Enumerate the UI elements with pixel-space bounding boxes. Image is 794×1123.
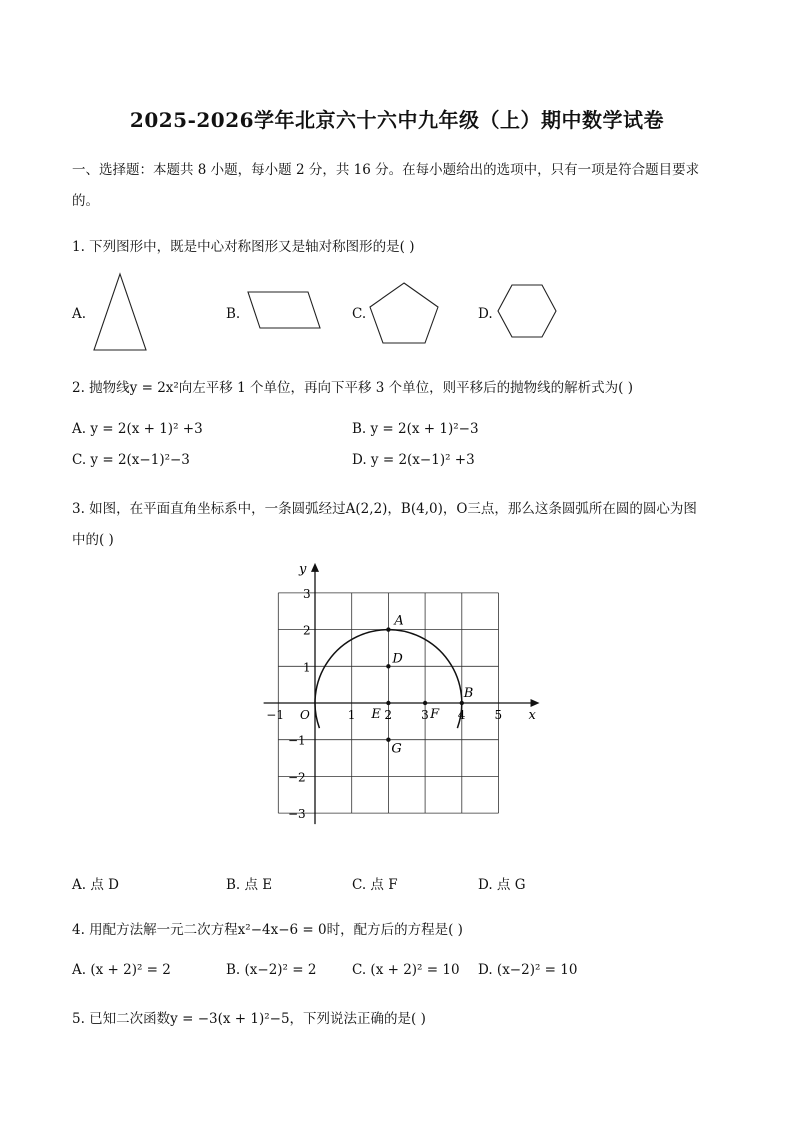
parallelogram-shape [244, 290, 324, 332]
y-axis-label: y [299, 561, 307, 577]
section-heading-line1: 一、选择题：本题共 8 小题，每小题 2 分，共 16 分。在每小题给出的选项中，只有一项是符合题目要求 [72, 162, 700, 178]
point-f-dot [423, 701, 427, 705]
q1-stem: 1. 下列图形中，既是中心对称图形又是轴对称图形的是( ) [72, 239, 415, 255]
y-tick-label: −1 [288, 733, 306, 748]
q2-option-c: C. y = 2(x−1)²−3 [72, 452, 190, 468]
q3-stem-line2: 中的( ) [72, 532, 114, 548]
y-tick-label: −2 [288, 770, 306, 785]
y-tick-label: 3 [303, 586, 311, 601]
x-axis-arrow [531, 699, 540, 707]
q4-option-d: D. (x−2)² = 10 [478, 962, 578, 978]
x-tick-label: −1 [266, 708, 285, 722]
q3-option-b: B. 点 E [226, 877, 273, 893]
point-e-label: E [371, 707, 381, 722]
q2-option-b: B. y = 2(x + 1)²−3 [352, 421, 479, 437]
x-tick-label: 1 [347, 708, 356, 722]
q2-stem: 2. 抛物线y = 2x²向左平移 1 个单位，再向下平移 3 个单位，则平移后的抛物线的解析式为( ) [72, 380, 633, 396]
pentagon-shape [366, 280, 442, 346]
page-title: 2025-2026学年北京六十六中九年级（上）期中数学试卷 [129, 108, 665, 132]
triangle-shape [90, 272, 150, 354]
point-f-label: F [430, 707, 440, 722]
y-tick-label: 1 [303, 660, 311, 675]
point-g-label: G [391, 741, 402, 757]
x-axis-label: x [528, 708, 536, 723]
q1-option-a: A. [72, 306, 87, 322]
point-a-label: A [394, 613, 404, 629]
q3-stem-line1: 3. 如图，在平面直角坐标系中，一条圆弧经过A(2,2)，B(4,0)，O三点，那么这条圆弧所在圆的圆心为图 [72, 501, 697, 517]
coordinate-figure [255, 560, 545, 830]
y-tick-label: −3 [288, 807, 306, 822]
x-tick-label: 3 [421, 708, 429, 722]
y-tick-label: 2 [303, 623, 311, 638]
x-tick-label: 4 [457, 708, 466, 722]
hexagon-shape [496, 283, 560, 341]
q1-option-c: C. [352, 306, 367, 322]
tick-labels [266, 587, 502, 821]
q1-option-b: B. [226, 306, 241, 322]
origin-label: O [300, 708, 310, 722]
q4-stem: 4. 用配方法解一元二次方程x²−4x−6 = 0时，配方后的方程是( ) [72, 922, 463, 938]
q5-stem: 5. 已知二次函数y = −3(x + 1)²−5，下列说法正确的是( ) [72, 1011, 426, 1027]
q3-option-a: A. 点 D [72, 877, 119, 893]
x-tick-label: 2 [384, 708, 393, 722]
point-b-dot [460, 701, 464, 705]
q3-option-d: D. 点 G [478, 877, 526, 893]
point-d-dot [386, 664, 390, 668]
q4-option-b: B. (x−2)² = 2 [226, 962, 317, 978]
q4-option-c: C. (x + 2)² = 10 [352, 962, 460, 978]
point-e-dot [386, 701, 390, 705]
points [370, 614, 473, 757]
point-g-dot [386, 738, 390, 742]
point-a-dot [386, 627, 390, 631]
q4-option-a: A. (x + 2)² = 2 [72, 962, 171, 978]
q2-option-a: A. y = 2(x + 1)² +3 [72, 421, 203, 437]
q2-option-d: D. y = 2(x−1)² +3 [352, 452, 475, 468]
y-axis-arrow [311, 563, 319, 572]
point-b-label: B [463, 686, 474, 701]
q3-option-c: C. 点 F [352, 877, 398, 893]
section-heading-line2: 的。 [72, 193, 99, 209]
x-tick-label: 5 [494, 708, 503, 722]
q1-option-d: D. [478, 306, 493, 322]
point-d-label: D [392, 651, 403, 667]
